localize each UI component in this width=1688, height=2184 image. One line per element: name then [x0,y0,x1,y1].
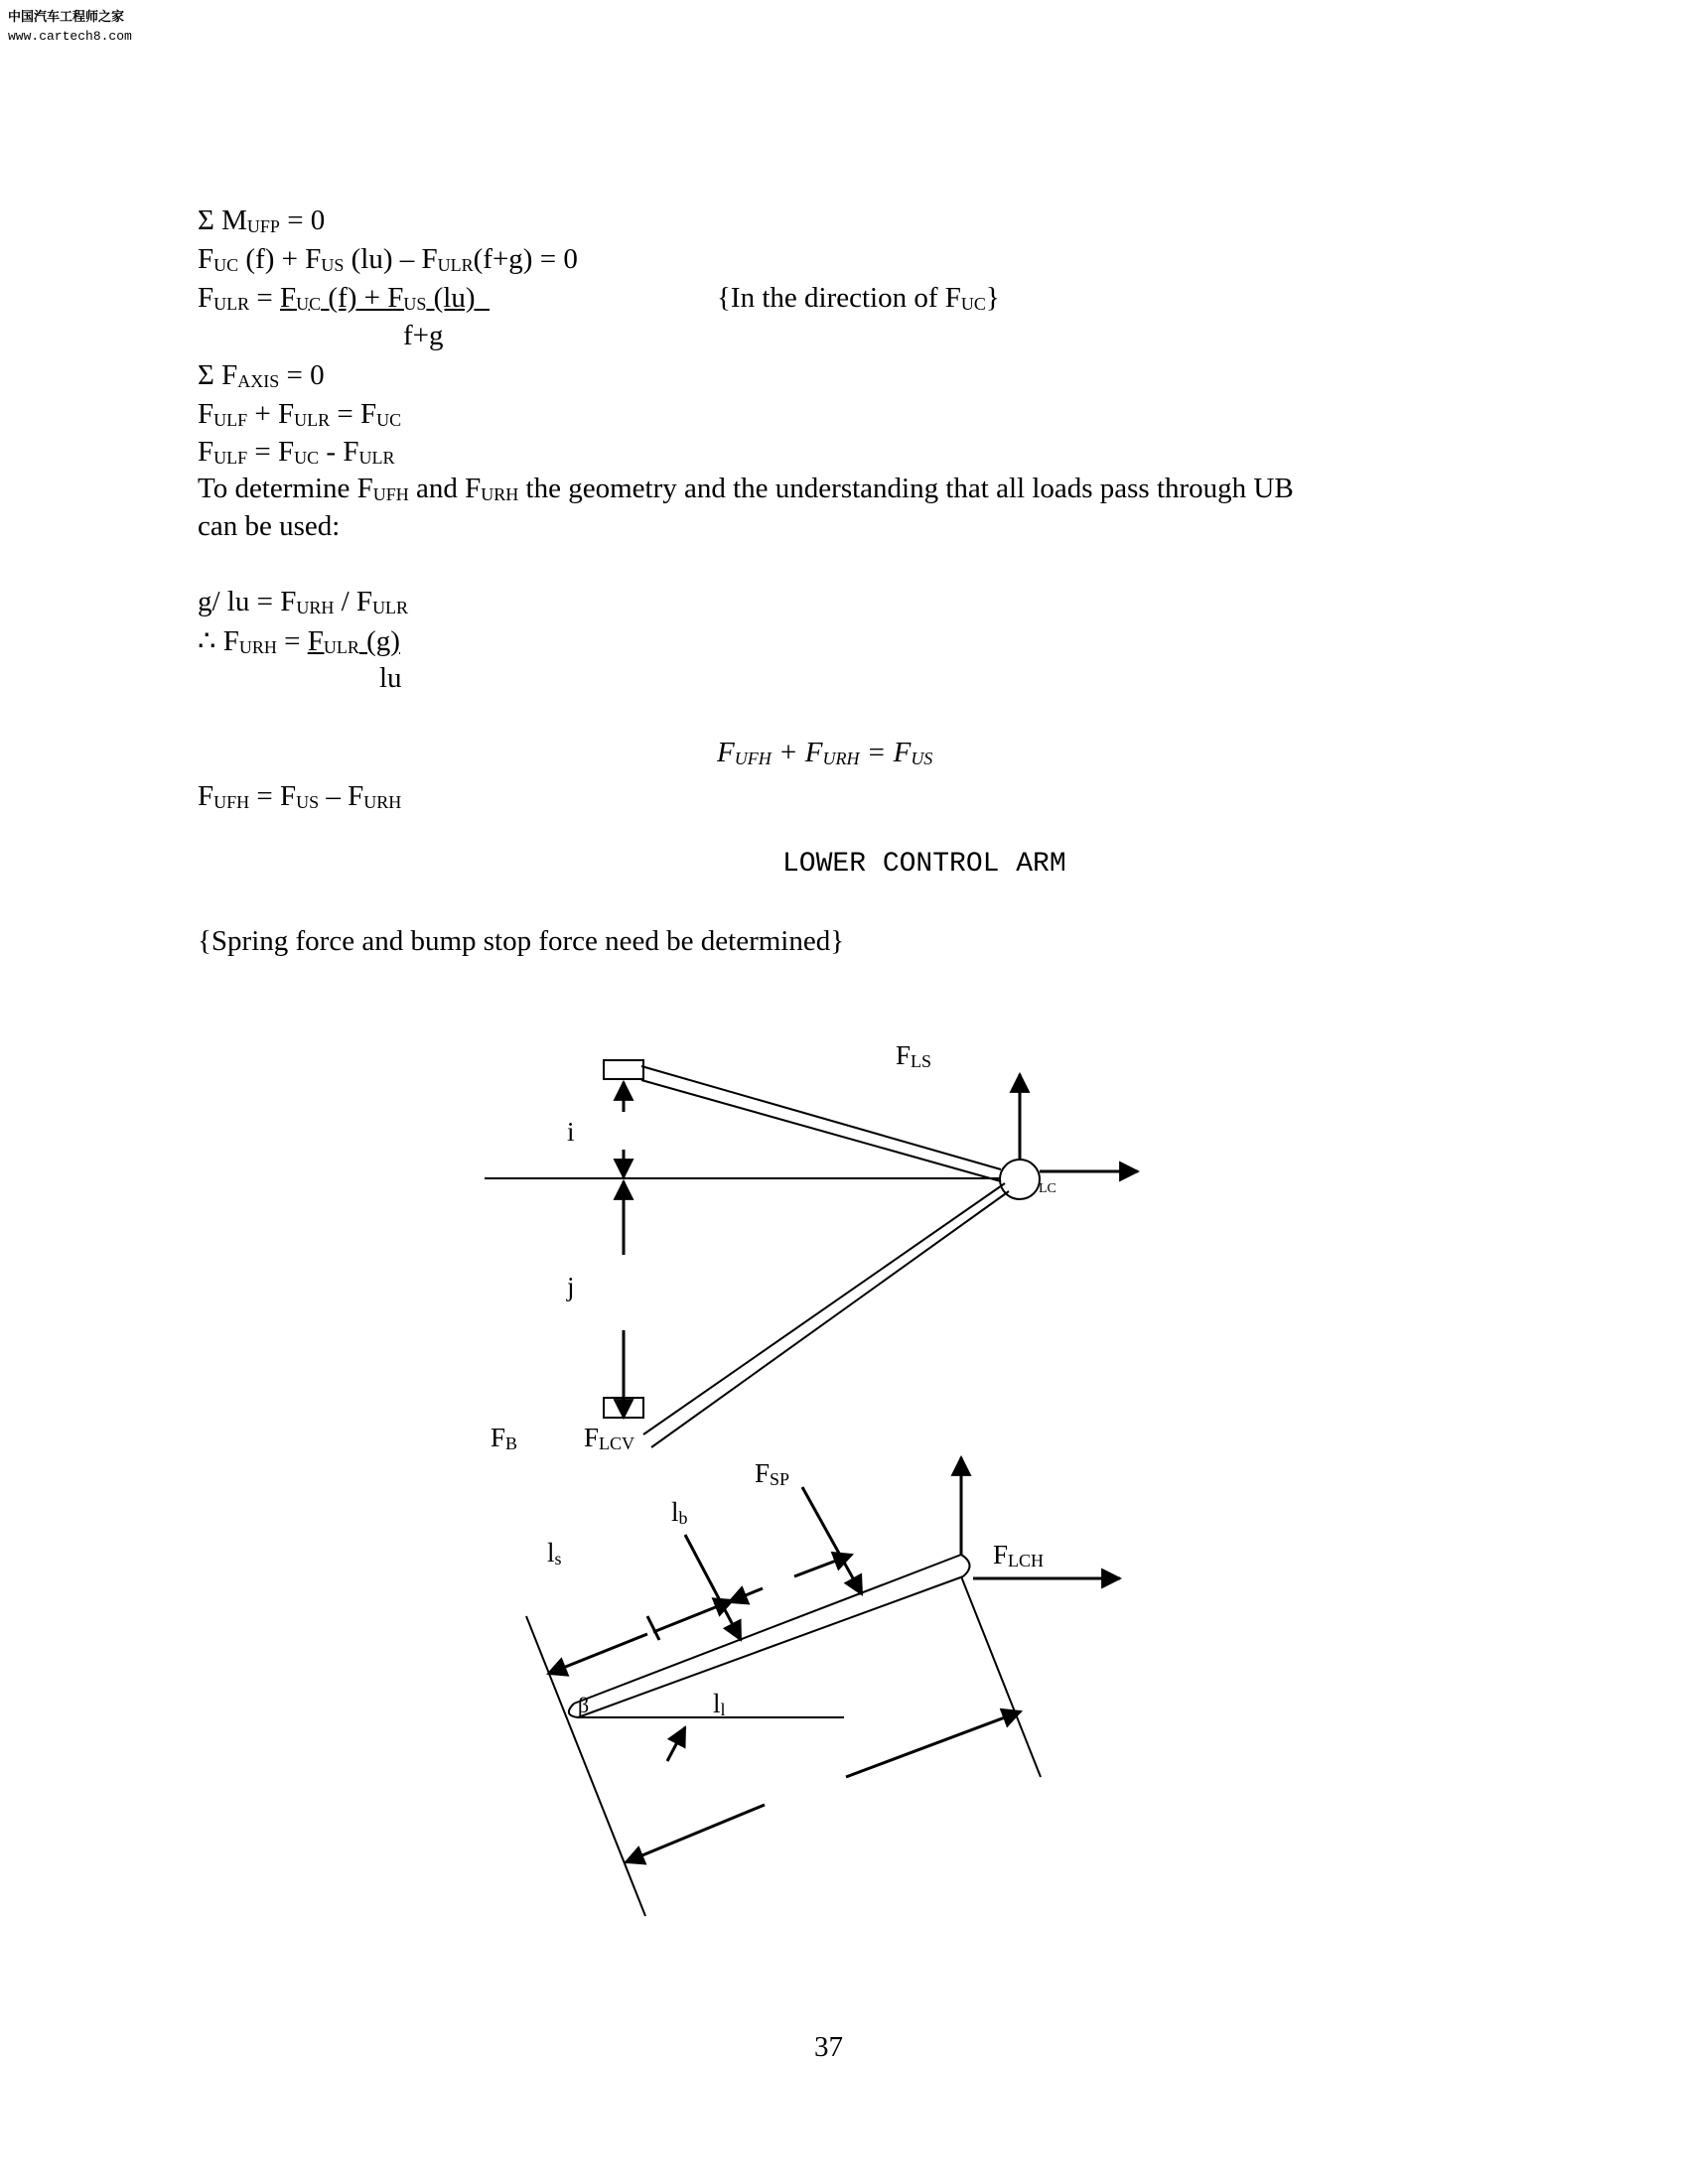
bump-stop-force-arrow [685,1535,741,1640]
note-spring-force: {Spring force and bump stop force need be determined} [198,925,845,957]
dim-tick-arrow [647,1616,659,1640]
equation-fufh: $F_{UFH} = F_{US} - F_{URH}$ [198,780,402,812]
dim-ll-arrow-left [626,1805,765,1862]
lower-arm-edge-left [643,1183,1005,1434]
section-title: LOWER CONTROL ARM [782,849,1066,880]
equation-sum-axis: Σ $F_{AXIS} = 0$ [198,359,325,391]
lower-view-arm-edge-bottom [578,1576,963,1717]
page-number: 37 [814,2031,843,2063]
label-i: i [567,1117,575,1147]
label-fsp: $F_{SP}$ [755,1458,790,1489]
extension-line-left [526,1616,645,1916]
equation-sum-moments: Σ $M_{UFP} = 0$ [198,205,326,236]
equation-moment-balance: $F_{UC}$ $(f) + F_{US}$ $(lu) - F_{ULR}(f+g) = 0$ [198,243,578,275]
beta-angle-arrow [667,1727,685,1761]
dim-lb-arrow-left [729,1588,763,1602]
watermark-url: www.cartech8.com [8,29,132,44]
label-flch: $F_{LCH}$ [993,1540,1045,1570]
upper-arm-edge-bottom [641,1080,1001,1181]
label-lb: $l_b$ [671,1497,688,1528]
label-fls: $F_{LS}$ [896,1040,932,1071]
label-beta: β [578,1693,590,1717]
equation-force-sum: $F_{ULF} + F_{ULR} = F_{UC}$ [198,398,402,430]
ball-joint-circle [1000,1160,1040,1199]
label-lc: LC [1039,1181,1056,1196]
label-j: j [567,1272,575,1301]
fsp-force-arrow [802,1487,862,1594]
direction-note: {In the direction of $F_{UC}$} [717,282,1000,314]
equation-fulr: $F_{ULR} = F_{UC}$ $(f) + F_{US}$ (lu) [198,280,490,316]
upper-pivot-box [604,1060,643,1079]
equation-ratio: g/ lu = $F_{URH} / F_{ULR}$ [198,586,409,617]
label-ls: $l_s$ [547,1538,562,1569]
lower-view-arm-edge-top [574,1555,961,1704]
equation-furh: ∴ $F_{URH} = F_{ULR}$ (g) [198,625,400,657]
lower-arm-edge-right [651,1191,1009,1447]
fraction-numerator: $F_{UC}$ $(f) + F_{US}$ (lu) [280,282,476,314]
label-ll: $l_l$ [713,1689,726,1719]
outer-pivot-curve [961,1555,970,1576]
dim-ll-arrow-right [846,1711,1021,1777]
fraction-denominator-lu: lu [379,662,402,694]
dim-ls-arrow-right [653,1600,733,1632]
upper-arm-edge-top [641,1066,1001,1169]
dim-lb-arrow-right [794,1555,852,1576]
fraction-denominator: f+g [403,320,444,351]
equation-horizontal-sum: $F_{UFH} + F_{URH} = F_{US}$ [717,737,933,768]
inner-pivot-curve [569,1704,578,1717]
equation-fulf: $F_{ULF} = F_{UC} - F_{ULR}$ [198,436,395,468]
label-fb: $F_B$ [491,1423,518,1453]
dim-ls-arrow-left [548,1634,647,1674]
watermark-title: 中国汽车工程师之家 [8,10,125,25]
extension-line-right [961,1576,1041,1777]
label-flcv: $F_{LCV}$ [584,1423,635,1453]
paragraph-line2: can be used: [198,510,341,542]
paragraph-determine: To determine $F_{UFH}$ and $F_{URH}$ the geometry and the understanding that all loads pass through UB [198,473,1294,504]
